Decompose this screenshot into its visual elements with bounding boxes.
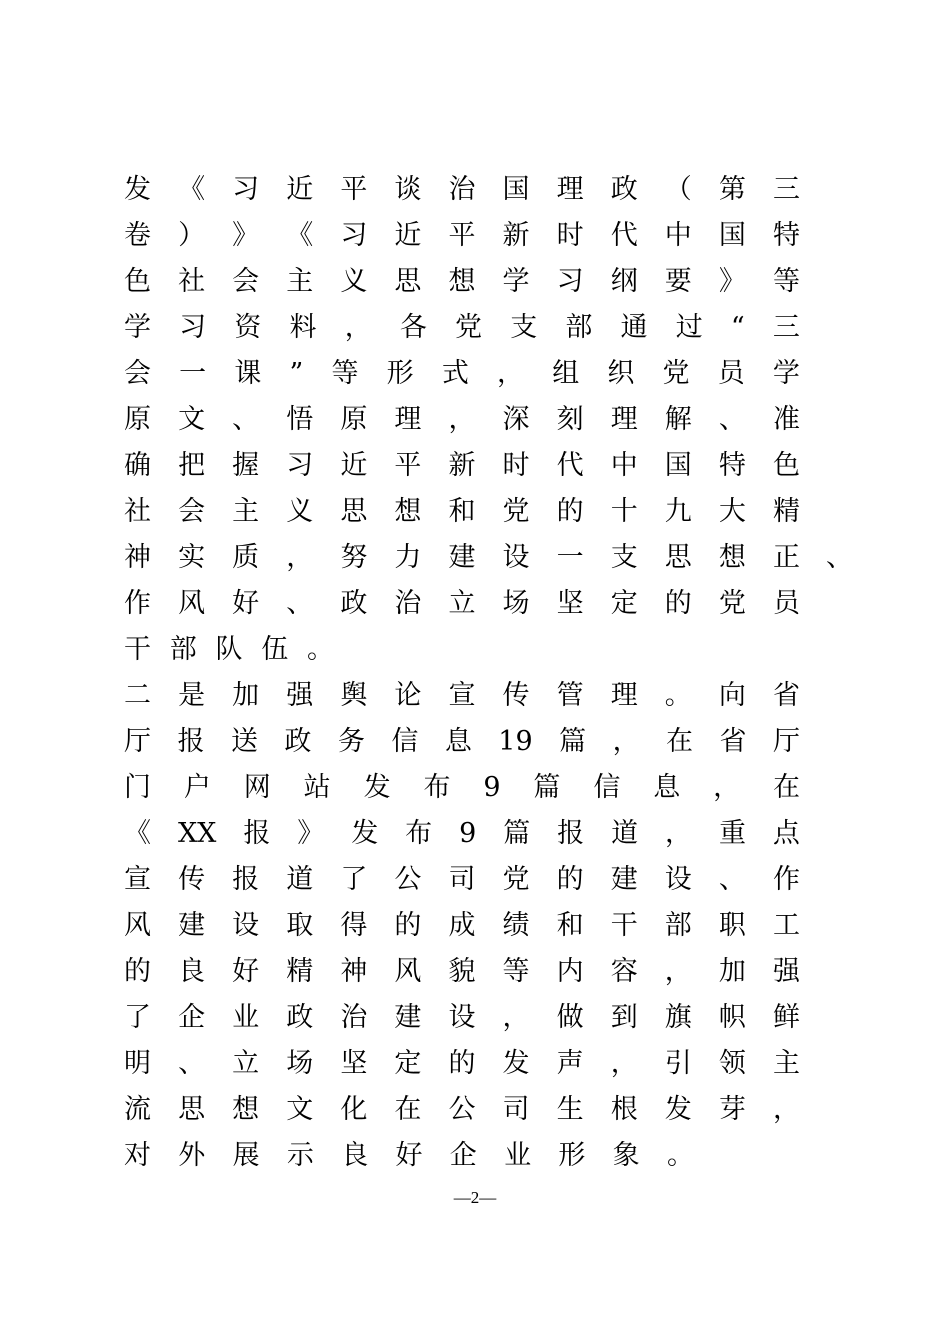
text-line: 明 、 立 场 坚 定 的 发 声 ， 引 领 主 bbox=[124, 1048, 800, 1079]
text-line: 厅 报 送 政 务 信 息 19 篇 ， 在 省 厅 bbox=[124, 726, 800, 757]
text-line: 作 风 好 、 政 治 立 场 坚 定 的 党 员 bbox=[124, 588, 800, 619]
text-line: 了 企 业 政 治 建 设 ， 做 到 旗 帜 鲜 bbox=[124, 1002, 800, 1033]
overflow-punctuation: 、 bbox=[826, 542, 853, 573]
text-line: 会 一 课 ” 等 形 式 ， 组 织 党 员 学 bbox=[124, 358, 800, 389]
text-line: 确 把 握 习 近 平 新 时 代 中 国 特 色 bbox=[124, 450, 800, 481]
text-line: 《 XX 报 》 发 布 9 篇 报 道 ， 重 点 bbox=[124, 818, 800, 849]
text-line: 风 建 设 取 得 的 成 绩 和 干 部 职 工 bbox=[124, 910, 800, 941]
text-line: 流 思 想 文 化 在 公 司 生 根 发 芽 ， bbox=[124, 1094, 800, 1125]
text-line: 发 《 习 近 平 谈 治 国 理 政 （ 第 三 bbox=[124, 174, 800, 205]
text-line: 卷 ） 》 《 习 近 平 新 时 代 中 国 特 bbox=[124, 220, 800, 251]
text-line: 色 社 会 主 义 思 想 学 习 纲 要 》 等 bbox=[124, 266, 800, 297]
text-line: 门 户 网 站 发 布 9 篇 信 息 ， 在 bbox=[124, 772, 800, 803]
text-line: 社 会 主 义 思 想 和 党 的 十 九 大 精 bbox=[124, 496, 800, 527]
text-line: 二 是 加 强 舆 论 宣 传 管 理 。 向 省 bbox=[124, 680, 800, 711]
text-line: 原 文 、 悟 原 理 ， 深 刻 理 解 、 准 bbox=[124, 404, 800, 435]
text-line: 宣 传 报 道 了 公 司 党 的 建 设 、 作 bbox=[124, 864, 800, 895]
page-number: —2— bbox=[453, 1188, 497, 1207]
text-line: 神 实 质 ， 努 力 建 设 一 支 思 想 正 bbox=[124, 542, 800, 573]
text-line: 对 外 展 示 良 好 企 业 形 象 。 bbox=[124, 1140, 694, 1171]
text-line: 干 部 队 伍 。 bbox=[124, 634, 334, 665]
text-line: 学 习 资 料 ， 各 党 支 部 通 过 “ 三 bbox=[124, 312, 800, 343]
text-line: 的 良 好 精 神 风 貌 等 内 容 ， 加 强 bbox=[124, 956, 800, 987]
